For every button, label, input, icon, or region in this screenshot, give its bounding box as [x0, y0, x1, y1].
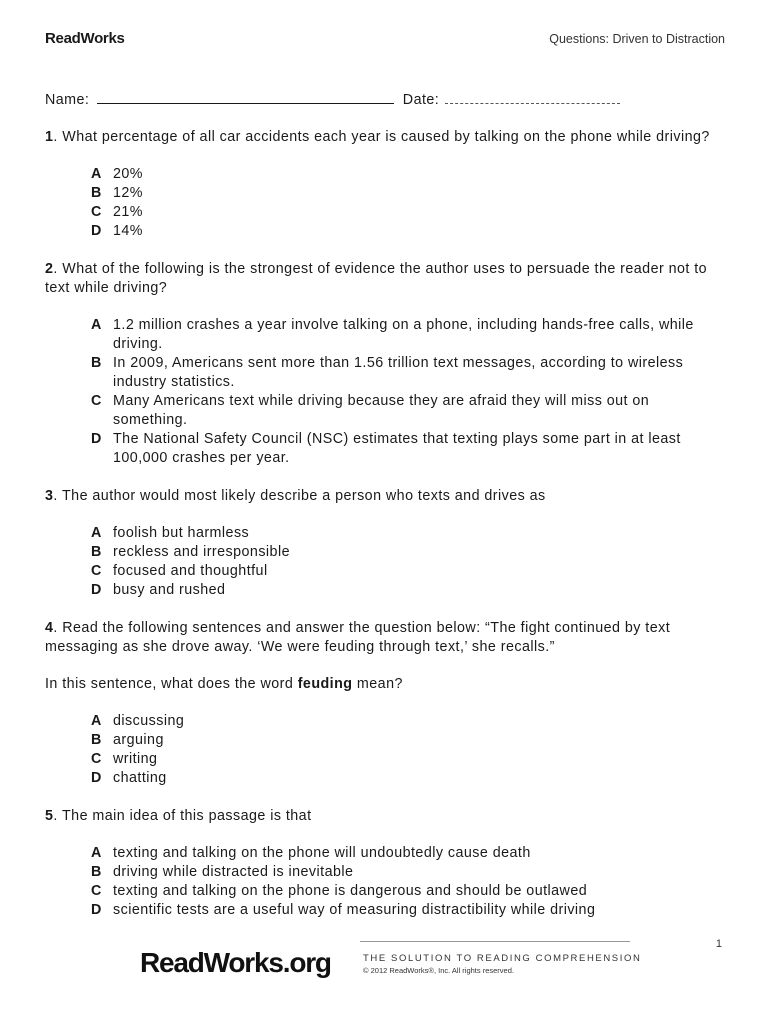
option-4c[interactable]: [91, 750, 725, 769]
option-1c[interactable]: [91, 203, 725, 222]
option-letter: A: [91, 845, 102, 861]
question-number: 2: [45, 261, 54, 277]
date-field[interactable]: [445, 88, 620, 104]
option-letter: B: [91, 732, 102, 748]
question-number: 3: [45, 488, 54, 504]
vocabulary-word: feuding: [297, 676, 353, 692]
options-3: [45, 524, 725, 600]
option-text: 20%: [113, 166, 143, 182]
option-text: texting and talking on the phone is dangerous and should be outlawed: [113, 883, 588, 899]
option-text: 21%: [113, 204, 143, 220]
option-letter: D: [91, 902, 102, 918]
question-text: . What of the following is the strongest of evidence the author uses to persuade the reader not to text while driving?: [45, 261, 708, 296]
subquestion-text-end: mean?: [352, 676, 403, 692]
page-header: [45, 30, 725, 50]
option-text: texting and talking on the phone will undoubtedly cause death: [113, 845, 531, 861]
question-4: [45, 619, 725, 657]
page-number: 1: [715, 938, 722, 950]
option-letter: A: [91, 713, 102, 729]
option-text: Many Americans text while driving because they are afraid they will miss out on something.: [113, 393, 650, 428]
worksheet-content: [45, 88, 725, 939]
question-5: [45, 807, 725, 826]
options-2: [45, 316, 725, 468]
question-4-subquestion: [45, 675, 725, 694]
question-text: . The author would most likely describe a person who texts and drives as: [53, 488, 546, 504]
footer-divider: [360, 941, 630, 942]
option-text: driving while distracted is inevitable: [113, 864, 354, 880]
question-2: [45, 260, 725, 298]
footer-logo: ReadWorks.org: [140, 947, 331, 978]
option-4b[interactable]: [91, 731, 725, 750]
option-letter: C: [91, 204, 102, 220]
option-text: discussing: [113, 713, 185, 729]
option-letter: D: [91, 431, 102, 447]
option-letter: C: [91, 563, 102, 579]
question-3: [45, 487, 725, 506]
option-text: busy and rushed: [113, 582, 226, 598]
option-3b[interactable]: [91, 543, 725, 562]
option-text: 1.2 million crashes a year involve talking on a phone, including hands-free calls, while driving.: [113, 317, 694, 352]
option-letter: A: [91, 525, 102, 541]
options-1: [45, 165, 725, 241]
option-1a[interactable]: [91, 165, 725, 184]
subquestion-text: In this sentence, what does the word: [45, 676, 298, 692]
header-title: Questions: Driven to Distraction: [549, 32, 725, 46]
option-text: writing: [113, 751, 158, 767]
option-1d[interactable]: [91, 222, 725, 241]
question-text: . Read the following sentences and answer the question below: “The fight continued by text messaging as she drove away. ‘We were feuding through text,’ she recalls.”: [45, 620, 671, 655]
option-2c[interactable]: [91, 392, 725, 430]
name-label: Name:: [45, 92, 90, 108]
footer-tagline: THE SOLUTION TO READING COMPREHENSION: [363, 953, 642, 964]
option-letter: C: [91, 883, 102, 899]
option-text: scientific tests are a useful way of measuring distractibility while driving: [113, 902, 596, 918]
question-number: 4: [45, 620, 54, 636]
name-date-line: [45, 88, 725, 110]
option-letter: B: [91, 185, 102, 201]
option-letter: D: [91, 582, 102, 598]
option-1b[interactable]: [91, 184, 725, 203]
option-3c[interactable]: [91, 562, 725, 581]
option-5d[interactable]: [91, 901, 725, 920]
option-2b[interactable]: [91, 354, 725, 392]
option-5a[interactable]: [91, 844, 725, 863]
option-letter: B: [91, 864, 102, 880]
option-letter: B: [91, 544, 102, 560]
option-text: chatting: [113, 770, 167, 786]
date-label: Date:: [402, 92, 440, 108]
option-2d[interactable]: [91, 430, 725, 468]
option-text: focused and thoughtful: [113, 563, 268, 579]
option-text: The National Safety Council (NSC) estimates that texting plays some part in at least 100,000 crashes per year.: [113, 431, 681, 466]
option-4a[interactable]: [91, 712, 725, 731]
brand-logo: ReadWorks: [45, 30, 125, 47]
option-3d[interactable]: [91, 581, 725, 600]
option-text: 12%: [113, 185, 143, 201]
options-5: [45, 844, 725, 920]
option-5c[interactable]: [91, 882, 725, 901]
option-letter: A: [91, 317, 102, 333]
options-4: [45, 712, 725, 788]
option-5b[interactable]: [91, 863, 725, 882]
option-letter: D: [91, 770, 102, 786]
footer-copyright: © 2012 ReadWorks®, Inc. All rights reserved.: [363, 966, 514, 975]
question-number: 5: [45, 808, 54, 824]
option-text: foolish but harmless: [113, 525, 250, 541]
option-text: arguing: [113, 732, 164, 748]
name-field[interactable]: [97, 88, 394, 104]
question-text: . The main idea of this passage is that: [53, 808, 312, 824]
option-letter: C: [91, 393, 102, 409]
option-letter: C: [91, 751, 102, 767]
option-text: In 2009, Americans sent more than 1.56 trillion text messages, according to wireless industry statistics.: [113, 355, 684, 390]
option-letter: D: [91, 223, 102, 239]
question-1: [45, 128, 725, 147]
option-3a[interactable]: [91, 524, 725, 543]
option-4d[interactable]: [91, 769, 725, 788]
option-text: 14%: [113, 223, 143, 239]
question-number: 1: [45, 129, 54, 145]
option-text: reckless and irresponsible: [113, 544, 290, 560]
option-letter: B: [91, 355, 102, 371]
question-text: . What percentage of all car accidents each year is caused by talking on the phone while driving?: [53, 129, 710, 145]
option-2a[interactable]: [91, 316, 725, 354]
option-letter: A: [91, 166, 102, 182]
